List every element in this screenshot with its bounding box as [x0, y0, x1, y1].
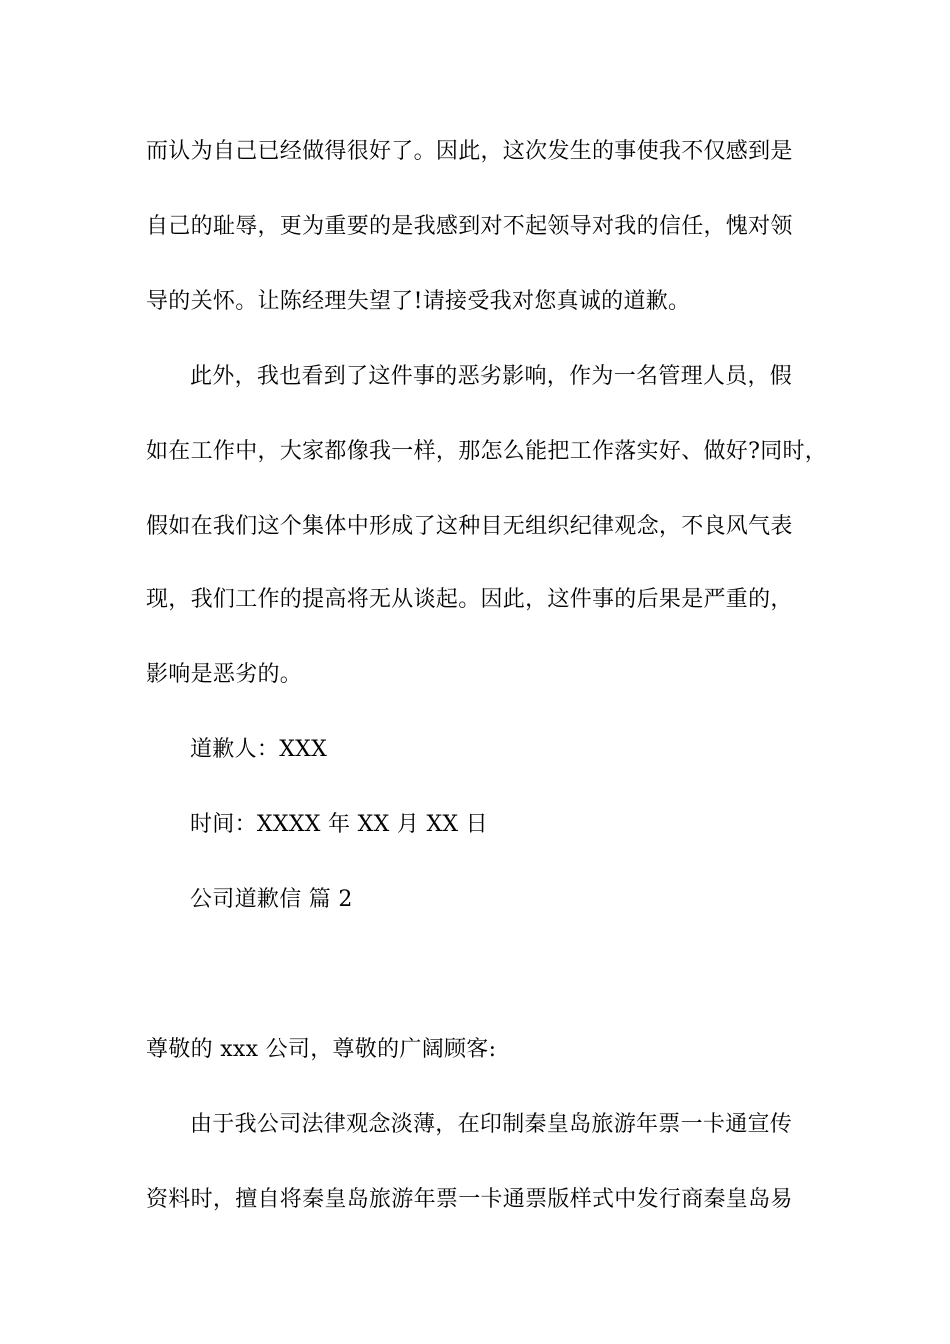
paragraph-line: 影响是恶劣的。 — [146, 662, 303, 687]
signature-line: 道歉人：XXX — [190, 737, 328, 762]
paragraph-line: 自己的耻辱，更为重要的是我感到对不起领导对我的信任，愧对领 — [146, 214, 793, 239]
paragraph-line: 现，我们工作的提高将无从谈起。因此，这件事的后果是严重的， — [146, 587, 793, 612]
paragraph-line: 由于我公司法律观念淡薄，在印制秦皇岛旅游年票一卡通宣传 — [190, 1112, 793, 1137]
paragraph-line: 而认为自己已经做得很好了。因此，这次发生的事使我不仅感到是 — [146, 139, 793, 164]
date-line: 时间：XXXX 年 XX 月 XX 日 — [190, 812, 488, 837]
paragraph-line: 此外，我也看到了这件事的恶劣影响，作为一名管理人员，假 — [190, 364, 793, 389]
paragraph-line: 导的关怀。让陈经理失望了!请接受我对您真诚的道歉。 — [146, 289, 691, 314]
paragraph-line: 资料时，擅自将秦皇岛旅游年票一卡通票版样式中发行商秦皇岛易 — [146, 1187, 793, 1212]
salutation-line: 尊敬的 xxx 公司，尊敬的广阔顾客: — [146, 1037, 497, 1062]
section-heading: 公司道歉信 篇 2 — [190, 887, 353, 912]
paragraph-line: 假如在我们这个集体中形成了这种目无组织纪律观念，不良风气表 — [146, 514, 793, 539]
paragraph-line: 如在工作中，大家都像我一样，那怎么能把工作落实好、做好?同时， — [146, 439, 828, 464]
